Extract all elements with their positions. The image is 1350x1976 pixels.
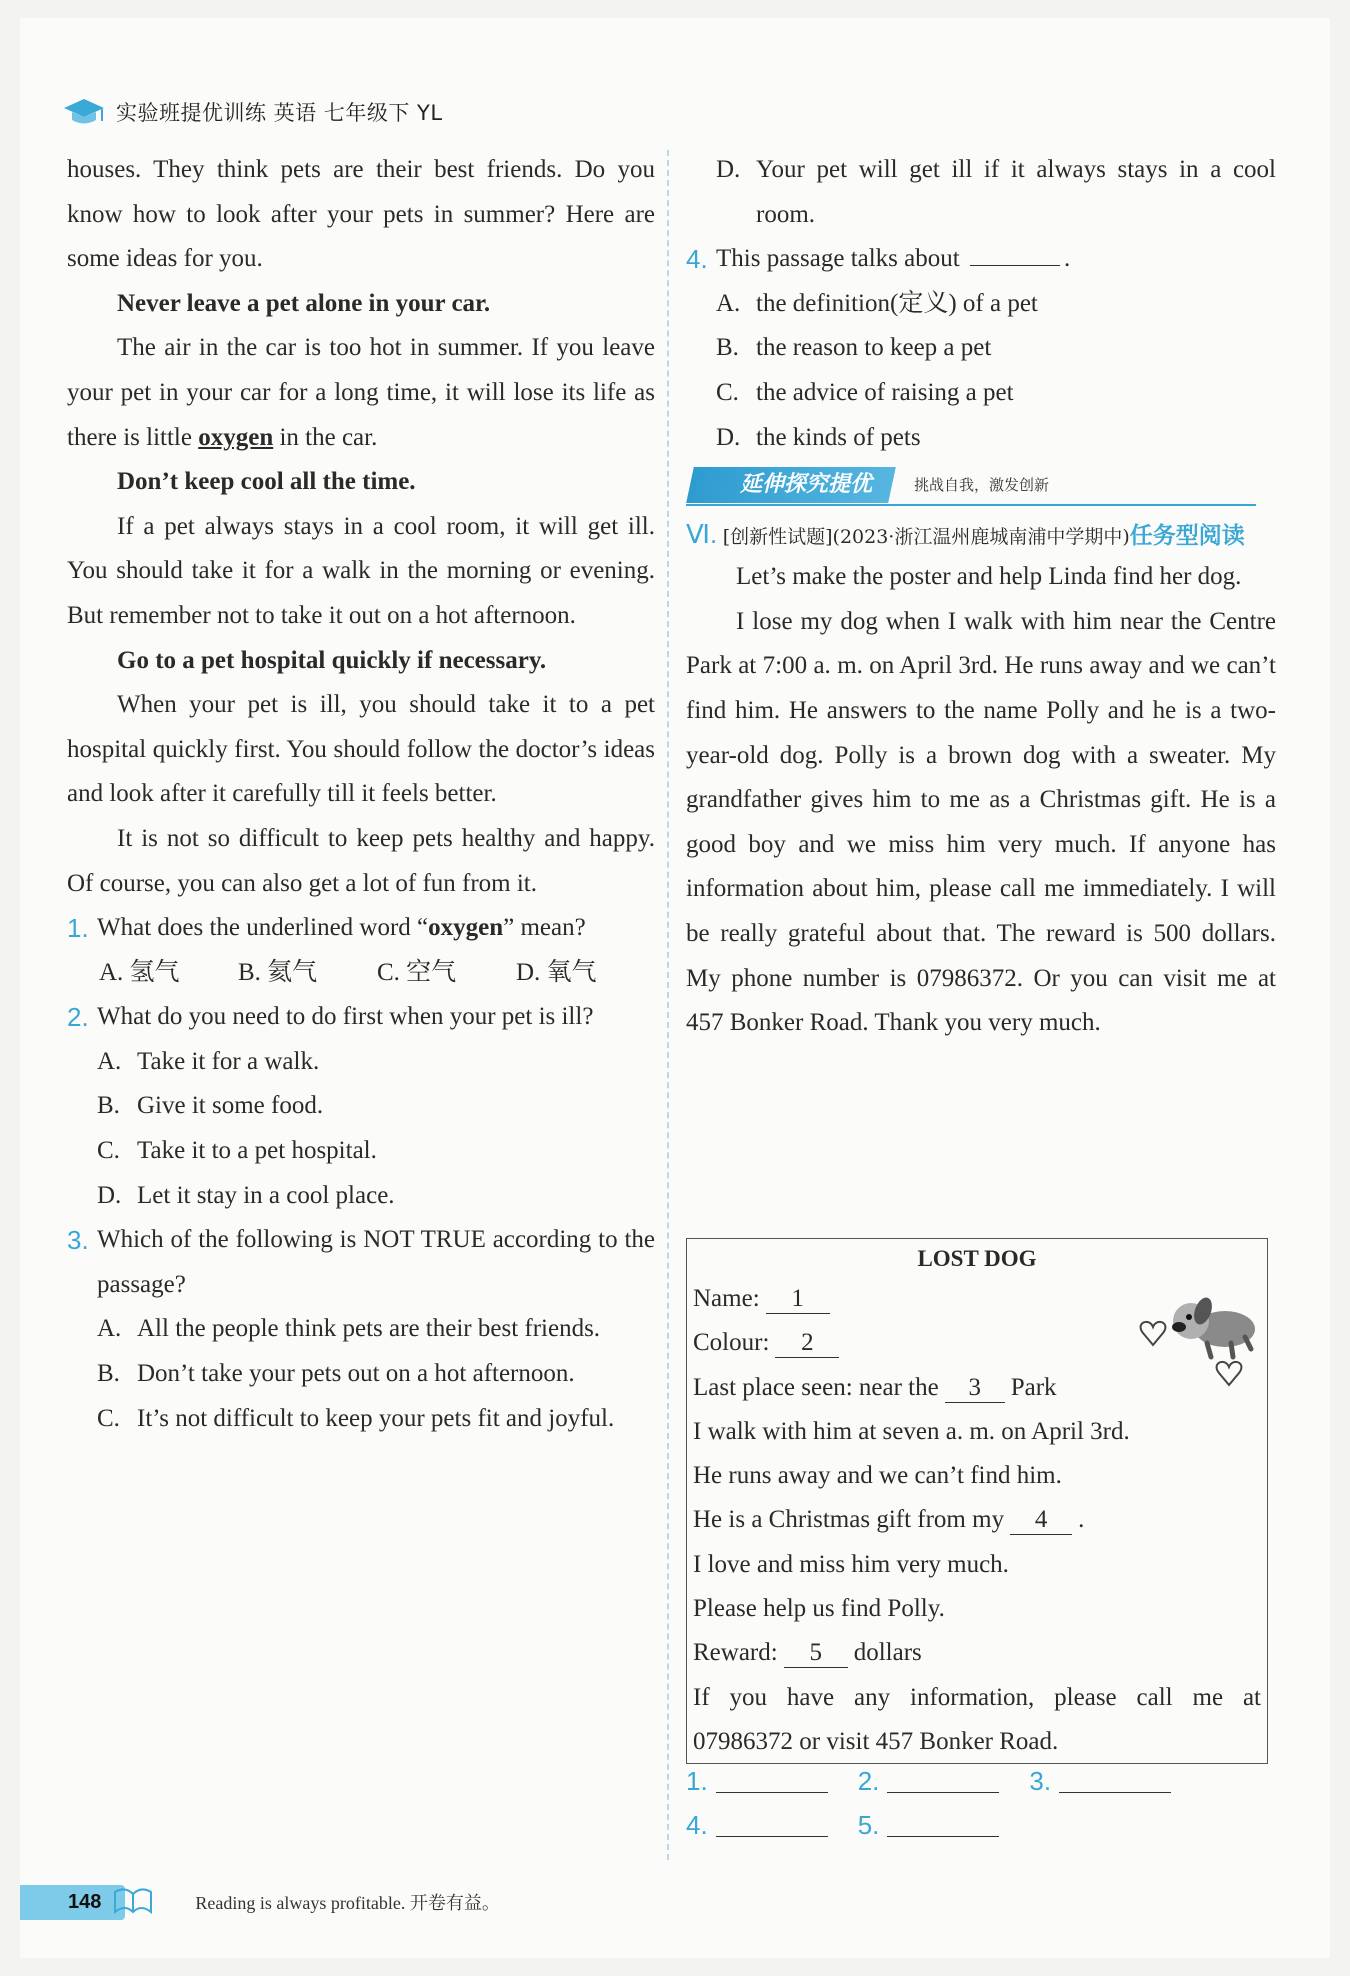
text-run: Last place seen: near the [693,1373,939,1401]
option-text: the reason to keep a pet [756,334,992,362]
options-row [67,951,655,996]
puppy-illustration-icon [1121,1287,1261,1397]
answer-row-2 [686,1810,1029,1841]
poster-line: 07986372 or visit 457 Bonker Road. [693,1727,1059,1755]
option-b[interactable] [686,326,1276,371]
section-source: [创新性试题](2023·浙江温州鹿城南浦中学期中) [722,526,1130,549]
option-letter: D. [97,1181,122,1209]
field-label: Reward: [693,1639,778,1667]
question-2 [67,995,655,1040]
option-text: Take it for a walk. [137,1047,320,1075]
answer-line[interactable] [887,1766,999,1793]
keyword: oxygen [428,914,504,942]
text-run: What does the underlined word “ [97,914,429,942]
page-header [62,92,443,132]
question-3 [67,1218,655,1307]
answer-blank[interactable] [970,239,1060,266]
option-text: Don’t take your pets out on a hot afternoon. [137,1360,575,1388]
option-text: Give it some food. [137,1092,324,1120]
blank-2[interactable]: 2 [775,1329,839,1358]
answer-line[interactable] [887,1810,999,1837]
banner-title-box [686,467,896,503]
answer-line[interactable] [716,1766,828,1793]
question-text: What do you need to do first when your pet is ill? [97,1003,594,1031]
blank-5[interactable]: 5 [784,1639,848,1668]
blank-3[interactable]: 3 [945,1374,1005,1403]
text-run: dollars [853,1639,922,1667]
option-letter: B. [716,334,739,362]
text-run: in the car. [273,423,378,451]
option-text: It’s not difficult to keep your pets fit and joyful. [137,1404,615,1432]
option-a[interactable] [67,1040,655,1085]
option-text: All the people think pets are their best friends. [137,1315,601,1343]
answer-row-1 [686,1766,1201,1797]
option-b[interactable]: B. 氦气 [238,958,318,986]
poster-line-reward [693,1631,1261,1675]
answer-number: 4. [686,1810,708,1840]
question-text [97,906,655,951]
page-footer [20,1880,500,1924]
option-text: the definition(定义) of a pet [756,289,1038,317]
poster-line: He runs away and we can’t find him. [693,1462,1062,1490]
option-letter: C. [716,378,739,406]
option-letter: B. [97,1360,120,1388]
section-heading [686,516,1276,555]
field-label: Colour: [693,1329,770,1357]
right-column [686,148,1276,1046]
option-text: Take it to a pet hospital. [137,1137,377,1165]
page-number: 148 [20,1885,125,1920]
answer-line[interactable] [1059,1766,1171,1793]
tip-heading: Go to a pet hospital quickly if necessary. [117,646,547,674]
answer-line[interactable] [716,1810,828,1837]
option-letter: C. [97,1137,120,1165]
text-run: ” mean? [503,914,586,942]
option-d[interactable] [686,416,1276,461]
question-text: Which of the following is NOT TRUE according to the passage? [97,1226,655,1298]
banner-underline [686,504,1256,506]
section-banner [686,462,1276,508]
answer-number: 1. [686,1766,708,1796]
poster-line-gift [693,1498,1261,1542]
option-text: the kinds of pets [756,423,921,451]
banner-subtitle: 挑战自我，激发创新 [914,475,1050,494]
poster-line: Please help us find Polly. [693,1595,945,1623]
poster-title: LOST DOG [917,1246,1037,1271]
option-c[interactable] [67,1129,655,1174]
text-run: . [1078,1506,1085,1534]
question-number: 1. [67,913,89,944]
blank-1[interactable]: 1 [766,1285,830,1314]
text-run: Park [1010,1373,1057,1401]
option-letter: D. [716,423,741,451]
passage-paragraph [67,326,655,460]
question-4 [686,237,1276,282]
field-label: Name: [693,1285,760,1312]
option-text: the advice of raising a pet [756,378,1014,406]
option-c[interactable] [67,1397,655,1442]
lost-dog-poster [686,1238,1268,1764]
text-run: He is a Christmas gift from my [693,1506,1005,1534]
section-number: Ⅵ. [686,519,718,550]
option-c[interactable] [686,371,1276,416]
question-number: 3. [67,1225,89,1256]
passage-paragraph: When your pet is ill, you should take it to a pet hospital quickly first. You should follow the doctor’s ideas and look after it carefully till it feels better. [67,691,655,808]
option-letter: C. [97,1404,120,1432]
option-text: Your pet will get ill if it always stays in a cool room. [756,156,1276,228]
tip-heading: Never leave a pet alone in your car. [117,289,491,317]
question-1 [67,906,655,951]
passage-paragraph: houses. They think pets are their best friends. Do you know how to look after your pets in summer? Here are some ideas for you. [67,156,655,273]
option-d[interactable]: D. 氧气 [516,958,597,986]
poster-line: If you have any information, please call me at [693,1683,1261,1711]
option-a[interactable]: A. 氢气 [99,958,180,986]
option-letter: A. [97,1047,122,1075]
option-d[interactable] [67,1174,655,1219]
option-letter: D. [716,156,741,183]
option-letter: A. [716,289,741,317]
text-run: This passage talks about [716,245,960,273]
left-column [67,148,655,1441]
graduation-cap-icon [62,95,106,129]
option-c[interactable]: C. 空气 [377,958,457,986]
book-title: 实验班提优训练 英语 七年级下 YL [116,101,443,125]
option-a[interactable] [686,282,1276,327]
option-b[interactable] [67,1352,655,1397]
section-type: 任务型阅读 [1129,523,1245,550]
poster-line: I love and miss him very much. [693,1550,1009,1578]
column-divider [667,150,669,1860]
underlined-word: oxygen [198,423,274,451]
option-letter: B. [97,1092,120,1120]
poster-line: I walk with him at seven a. m. on April 3rd. [693,1417,1130,1445]
book-icon [111,1882,155,1922]
option-text: Let it stay in a cool place. [137,1181,395,1209]
blank-4[interactable]: 4 [1010,1506,1072,1535]
answer-number: 5. [857,1810,880,1840]
passage-paragraph: If a pet always stays in a cool room, it will get ill. You should take it for a walk in the morning or evening. But remember not to take it out on a hot afternoon. [67,512,655,629]
reading-passage: I lose my dog when I walk with him near the Centre Park at 7:00 a. m. on April 3rd. He runs away and we can’t find him. He answers to the name Polly and he is a two-year-old dog. Polly is a brown dog with a sweater. My grandfather gives him to me as a Christmas gift. He is a good boy and we miss him very much. If anyone has information about him, please call me immediately. I will be really grateful about that. The reward is 500 dollars. My phone number is 07986372. Or you can visit me at 457 Bonker Road. Thank you very much. [686,607,1276,1037]
question-number: 2. [67,1002,89,1033]
answer-number: 3. [1029,1766,1052,1796]
answer-number: 2. [857,1766,880,1796]
question-text: This passage talks about . [716,237,1276,282]
option-a[interactable] [67,1307,655,1352]
option-b[interactable] [67,1084,655,1129]
question-number: 4. [686,244,708,275]
task-intro: Let’s make the poster and help Linda find her dog. [736,563,1242,591]
option-letter: A. [97,1315,122,1343]
footer-motto: Reading is always profitable. 开卷有益。 [195,1893,500,1913]
option-d[interactable] [686,148,1276,237]
text-run: The air in the car is too hot in summer. If you leave your pet in your car for a long time, it will lose its life as there is little [67,334,655,451]
tip-heading: Don’t keep cool all the time. [117,468,416,496]
banner-title: 延伸探究提优 [740,472,873,498]
passage-paragraph: It is not so difficult to keep pets healthy and happy. Of course, you can also get a lot of fun from it. [67,824,655,897]
